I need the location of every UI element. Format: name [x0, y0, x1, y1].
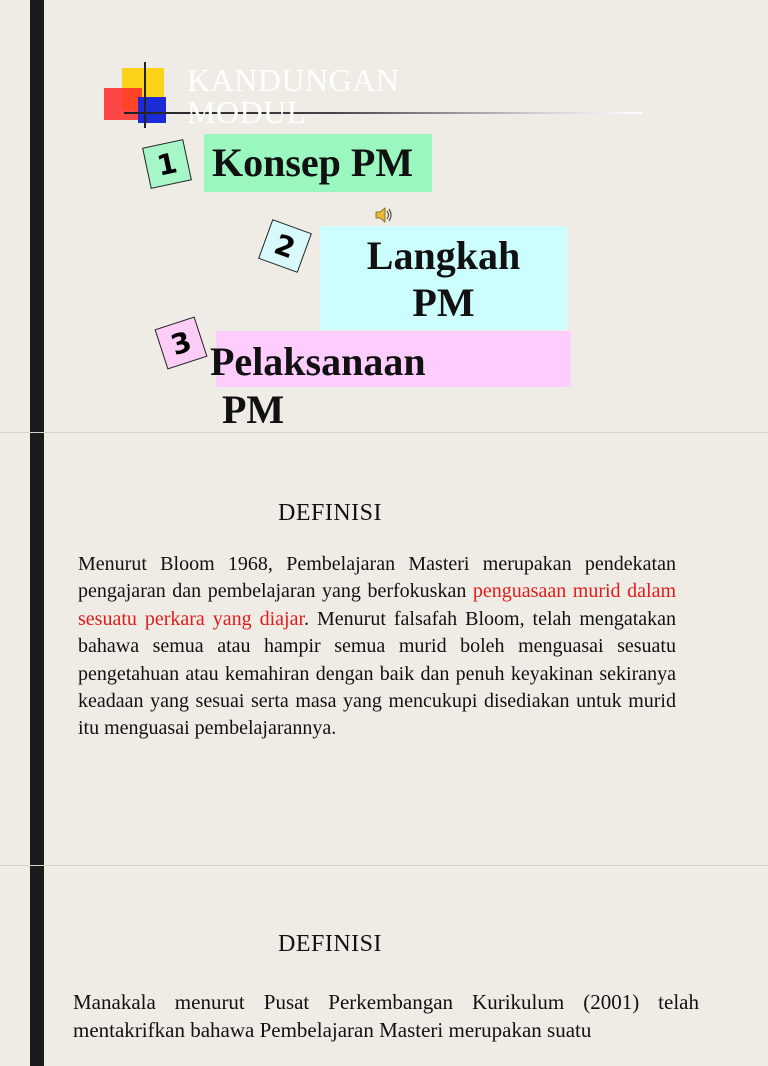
slide-title — [187, 64, 447, 128]
left-bar — [30, 0, 44, 432]
definisi-text-end: . Menurut falsafah Bloom, telah mengatakan bahawa semua atau hampir semua murid boleh menguasai sesuatu pengetahuan atau kemahiran dengan baik dan penuh keyakinan sekiranya keadaan yang sesuai serta masa yang mencukupi disediakan untuk murid itu menguasai pembelajarannya. — [78, 607, 676, 740]
definisi-paragraph: Manakala menurut Pusat Perkembangan Kurikulum (2001) telah mentakrifkan bahawa Pembelajaran Masteri merupakan suatu — [73, 990, 699, 1042]
title-line-2: MODUL — [187, 94, 307, 130]
slide-contents — [0, 0, 768, 432]
item-pelaksanaan-line-2: PM — [222, 387, 285, 432]
definisi-heading: DEFINISI — [278, 931, 382, 957]
speaker-icon[interactable] — [374, 206, 394, 224]
item-pelaksanaan-label[interactable] — [210, 338, 460, 434]
definisi-heading: DEFINISI — [278, 500, 382, 526]
decor-vertical-line — [144, 62, 146, 128]
number-badge-2: 2 — [258, 219, 312, 273]
title-line-1: KANDUNGAN — [187, 62, 400, 98]
item-langkah[interactable] — [320, 226, 567, 330]
item-pelaksanaan-line-1: Pelaksanaan — [210, 339, 426, 384]
number-badge-1: 1 — [142, 139, 192, 189]
item-langkah-line-1: Langkah — [366, 233, 521, 278]
slide-definisi-1 — [0, 433, 768, 865]
left-bar — [30, 433, 44, 865]
decor-blue-square — [138, 97, 166, 123]
decor-red-square — [104, 88, 142, 120]
number-badge-3: 3 — [155, 317, 208, 370]
item-konsep[interactable] — [204, 134, 432, 192]
definisi-highlight: penguasaan murid dalam sesuatu perkara yang diajar — [78, 580, 676, 630]
item-konsep-label: Konsep PM — [212, 140, 414, 185]
left-bar — [30, 866, 44, 1066]
slide-definisi-2 — [0, 866, 768, 1066]
definisi-text-start: Menurut Bloom 1968, Pembelajaran Masteri merupakan pendekatan pengajaran dan pembelajaran yang berfokuskan — [78, 553, 676, 603]
definisi-paragraph — [78, 551, 676, 743]
item-langkah-line-2: PM — [412, 280, 475, 325]
